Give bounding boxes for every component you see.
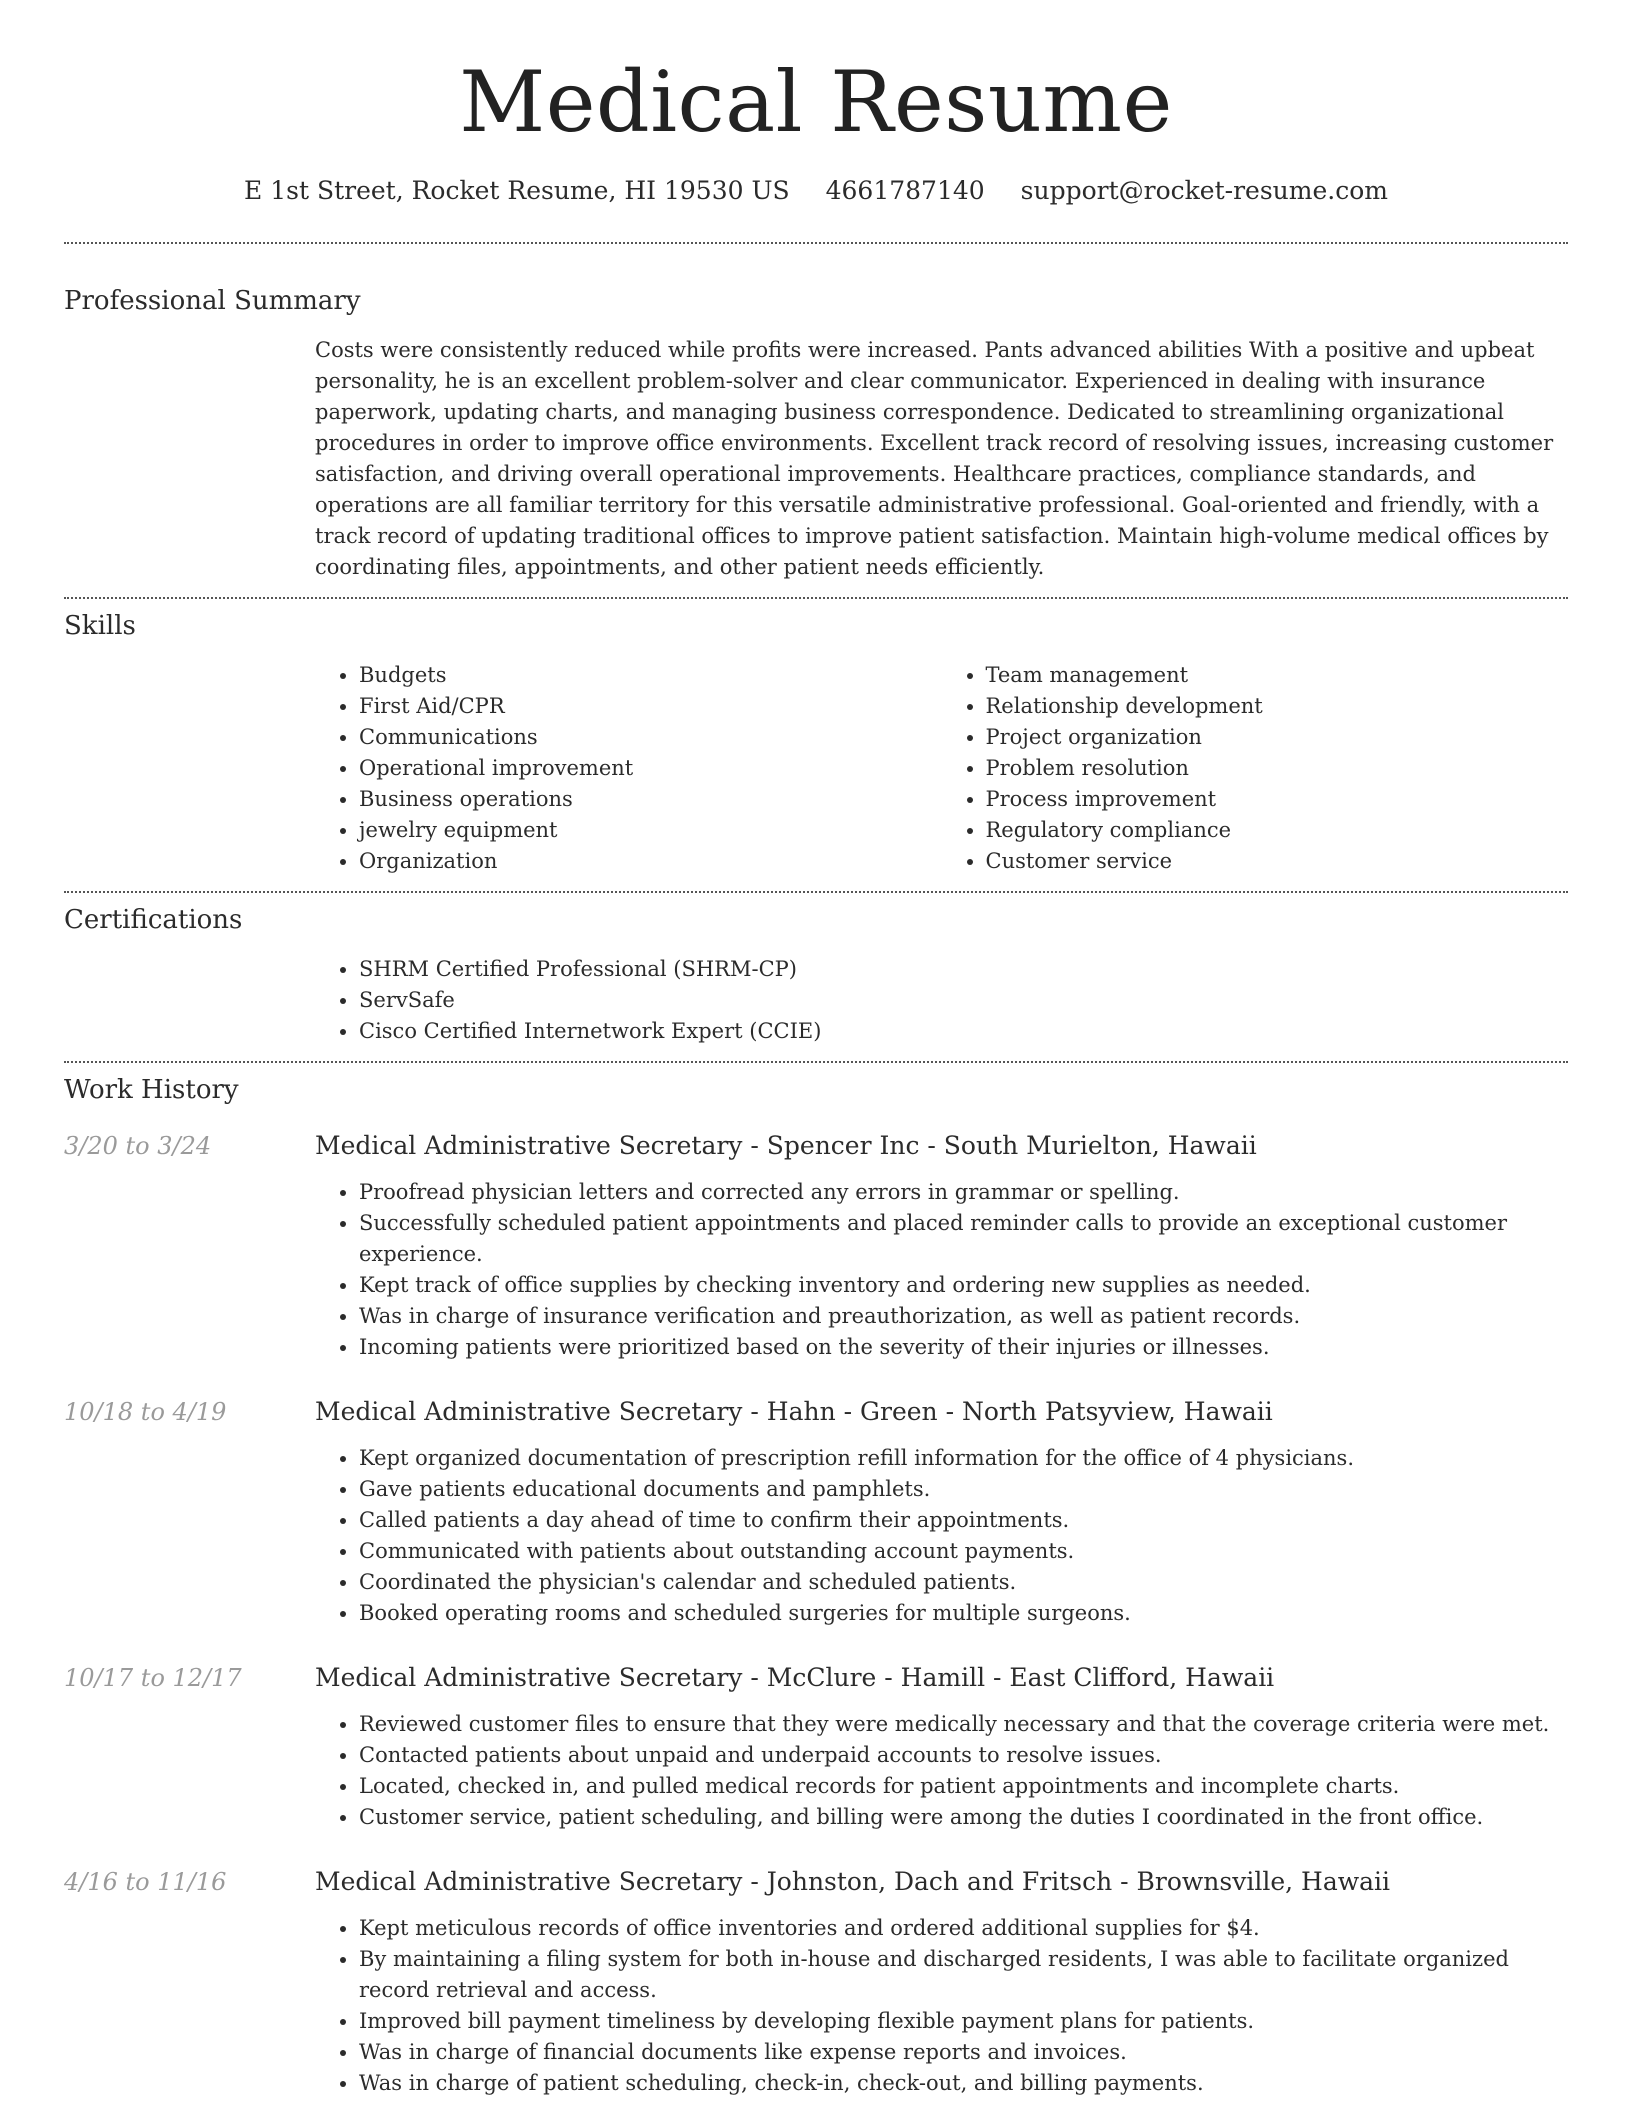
job-body [315, 1177, 1568, 1363]
certifications-section [64, 893, 1568, 1061]
job-duty: • Kept organized documentation of prescription refill information for the office of 4 physicians. [359, 1443, 1568, 1474]
job-dates: 4/16 to 11/16 [64, 1868, 227, 1896]
job-duties [315, 1709, 1568, 1833]
job-duty: • Incoming patients were prioritized based on the severity of their injuries or illnesses. [359, 1332, 1568, 1363]
job-entry [64, 1395, 1568, 1629]
job-dates: 10/18 to 4/19 [64, 1398, 227, 1426]
job-duty: • Was in charge of financial documents like expense reports and invoices. [359, 2037, 1568, 2068]
skills-list-right [942, 660, 1569, 877]
job-body [315, 1443, 1568, 1629]
summary-body [315, 335, 1568, 583]
job-duty: • Communicated with patients about outstanding account payments. [359, 1536, 1568, 1567]
skill-item: • Business operations [359, 784, 942, 815]
skill-item: • Team management [986, 660, 1569, 691]
job-duties [315, 1443, 1568, 1629]
skill-item: • jewelry equipment [359, 815, 942, 846]
skill-item: • Customer service [986, 846, 1569, 877]
job-duty: • Was in charge of patient scheduling, check-in, check-out, and billing payments. [359, 2068, 1568, 2099]
job-duty: • Improved bill payment timeliness by developing flexible payment plans for patients. [359, 2006, 1568, 2037]
certifications-title: Certifications [64, 905, 243, 935]
work-history-title: Work History [64, 1075, 239, 1105]
skill-item: • Relationship development [986, 691, 1569, 722]
job-duty: • Gave patients educational documents and pamphlets. [359, 1474, 1568, 1505]
skill-item: • Budgets [359, 660, 942, 691]
job-duty: • Kept track of office supplies by checking inventory and ordering new supplies as needed. [359, 1270, 1568, 1301]
job-duty: • Called patients a day ahead of time to confirm their appointments. [359, 1505, 1568, 1536]
certification-item: • ServSafe [359, 985, 1568, 1016]
skills-list-left [315, 660, 942, 877]
work-history-section [64, 1063, 1568, 2099]
skill-item: • Process improvement [986, 784, 1569, 815]
job-title: Medical Administrative Secretary - Johnston, Dach and Fritsch - Brownsville, Hawaii [315, 1867, 1391, 1896]
skill-item: • Operational improvement [359, 753, 942, 784]
job-body [315, 1709, 1568, 1833]
resume-page [64, 0, 1568, 2099]
summary-section [64, 244, 1568, 597]
job-duties [315, 1913, 1568, 2099]
summary-text: Costs were consistently reduced while profits were increased. Pants advanced abilities With a positive and upbeat personality, he is an excellent problem-solver and clear communicator. Experienced in dealing with insurance paperwork, updating charts, and managing business correspondence. Dedicated to streamlining organizational procedures in order to improve office environments. Excellent track record of resolving issues, increasing customer satisfaction, and driving overall operational improvements. Healthcare practices, compliance standards, and operations are all familiar territory for this versatile administrative professional. Goal-oriented and friendly, with a track record of updating traditional offices to improve patient satisfaction. Maintain high-volume medical offices by coordinating files, appointments, and other patient needs efficiently. [315, 338, 1554, 579]
skill-item: • Regulatory compliance [986, 815, 1569, 846]
job-duty: • Was in charge of insurance verification and preauthorization, as well as patient records. [359, 1301, 1568, 1332]
skills-title: Skills [64, 611, 136, 641]
job-duty: • Customer service, patient scheduling, and billing were among the duties I coordinated in the front office. [359, 1802, 1568, 1833]
skill-item: • Organization [359, 846, 942, 877]
job-duty: • Reviewed customer files to ensure that they were medically necessary and that the coverage criteria were met. [359, 1709, 1568, 1740]
job-dates: 10/17 to 12/17 [64, 1664, 242, 1692]
contact-line [64, 174, 1568, 208]
job-duty: • Successfully scheduled patient appointments and placed reminder calls to provide an exceptional customer experience. [359, 1208, 1568, 1270]
job-title: Medical Administrative Secretary - Hahn - Green - North Patsyview, Hawaii [315, 1397, 1273, 1426]
job-duty: • Located, checked in, and pulled medical records for patient appointments and incomplete charts. [359, 1771, 1568, 1802]
job-duties [315, 1177, 1568, 1363]
job-duty: • Proofread physician letters and corrected any errors in grammar or spelling. [359, 1177, 1568, 1208]
certification-item: • SHRM Certified Professional (SHRM-CP) [359, 954, 1568, 985]
contact-address: E 1st Street, Rocket Resume, HI 19530 US [244, 176, 790, 205]
job-title: Medical Administrative Secretary - McClure - Hamill - East Clifford, Hawaii [315, 1663, 1275, 1692]
job-entry [64, 1129, 1568, 1363]
skills-grid [315, 660, 1568, 877]
job-duty: • Kept meticulous records of office inventories and ordered additional supplies for $4. [359, 1913, 1568, 1944]
skill-item: • Problem resolution [986, 753, 1569, 784]
job-duty: • Contacted patients about unpaid and underpaid accounts to resolve issues. [359, 1740, 1568, 1771]
skill-item: • Communications [359, 722, 942, 753]
job-duty: • Booked operating rooms and scheduled surgeries for multiple surgeons. [359, 1598, 1568, 1629]
job-entry [64, 1661, 1568, 1833]
summary-title: Professional Summary [64, 286, 361, 316]
job-dates: 3/20 to 3/24 [64, 1132, 212, 1160]
job-title: Medical Administrative Secretary - Spencer Inc - South Murielton, Hawaii [315, 1131, 1257, 1160]
certification-item: • Cisco Certified Internetwork Expert (CCIE) [359, 1016, 1568, 1047]
job-body [315, 1913, 1568, 2099]
skill-item: • First Aid/CPR [359, 691, 942, 722]
resume-name: Medical Resume [459, 53, 1173, 151]
job-duty: • Coordinated the physician's calendar and scheduled patients. [359, 1567, 1568, 1598]
contact-phone: 4661787140 [825, 176, 985, 205]
skill-item: • Project organization [986, 722, 1569, 753]
certifications-body [315, 954, 1568, 1047]
contact-email: support@rocket-resume.com [1020, 176, 1388, 205]
job-duty: • By maintaining a filing system for both in-house and discharged residents, I was able to facilitate organized record retrieval and access. [359, 1944, 1568, 2006]
skills-section [64, 599, 1568, 891]
certifications-list [315, 954, 1568, 1047]
job-entry [64, 1865, 1568, 2099]
